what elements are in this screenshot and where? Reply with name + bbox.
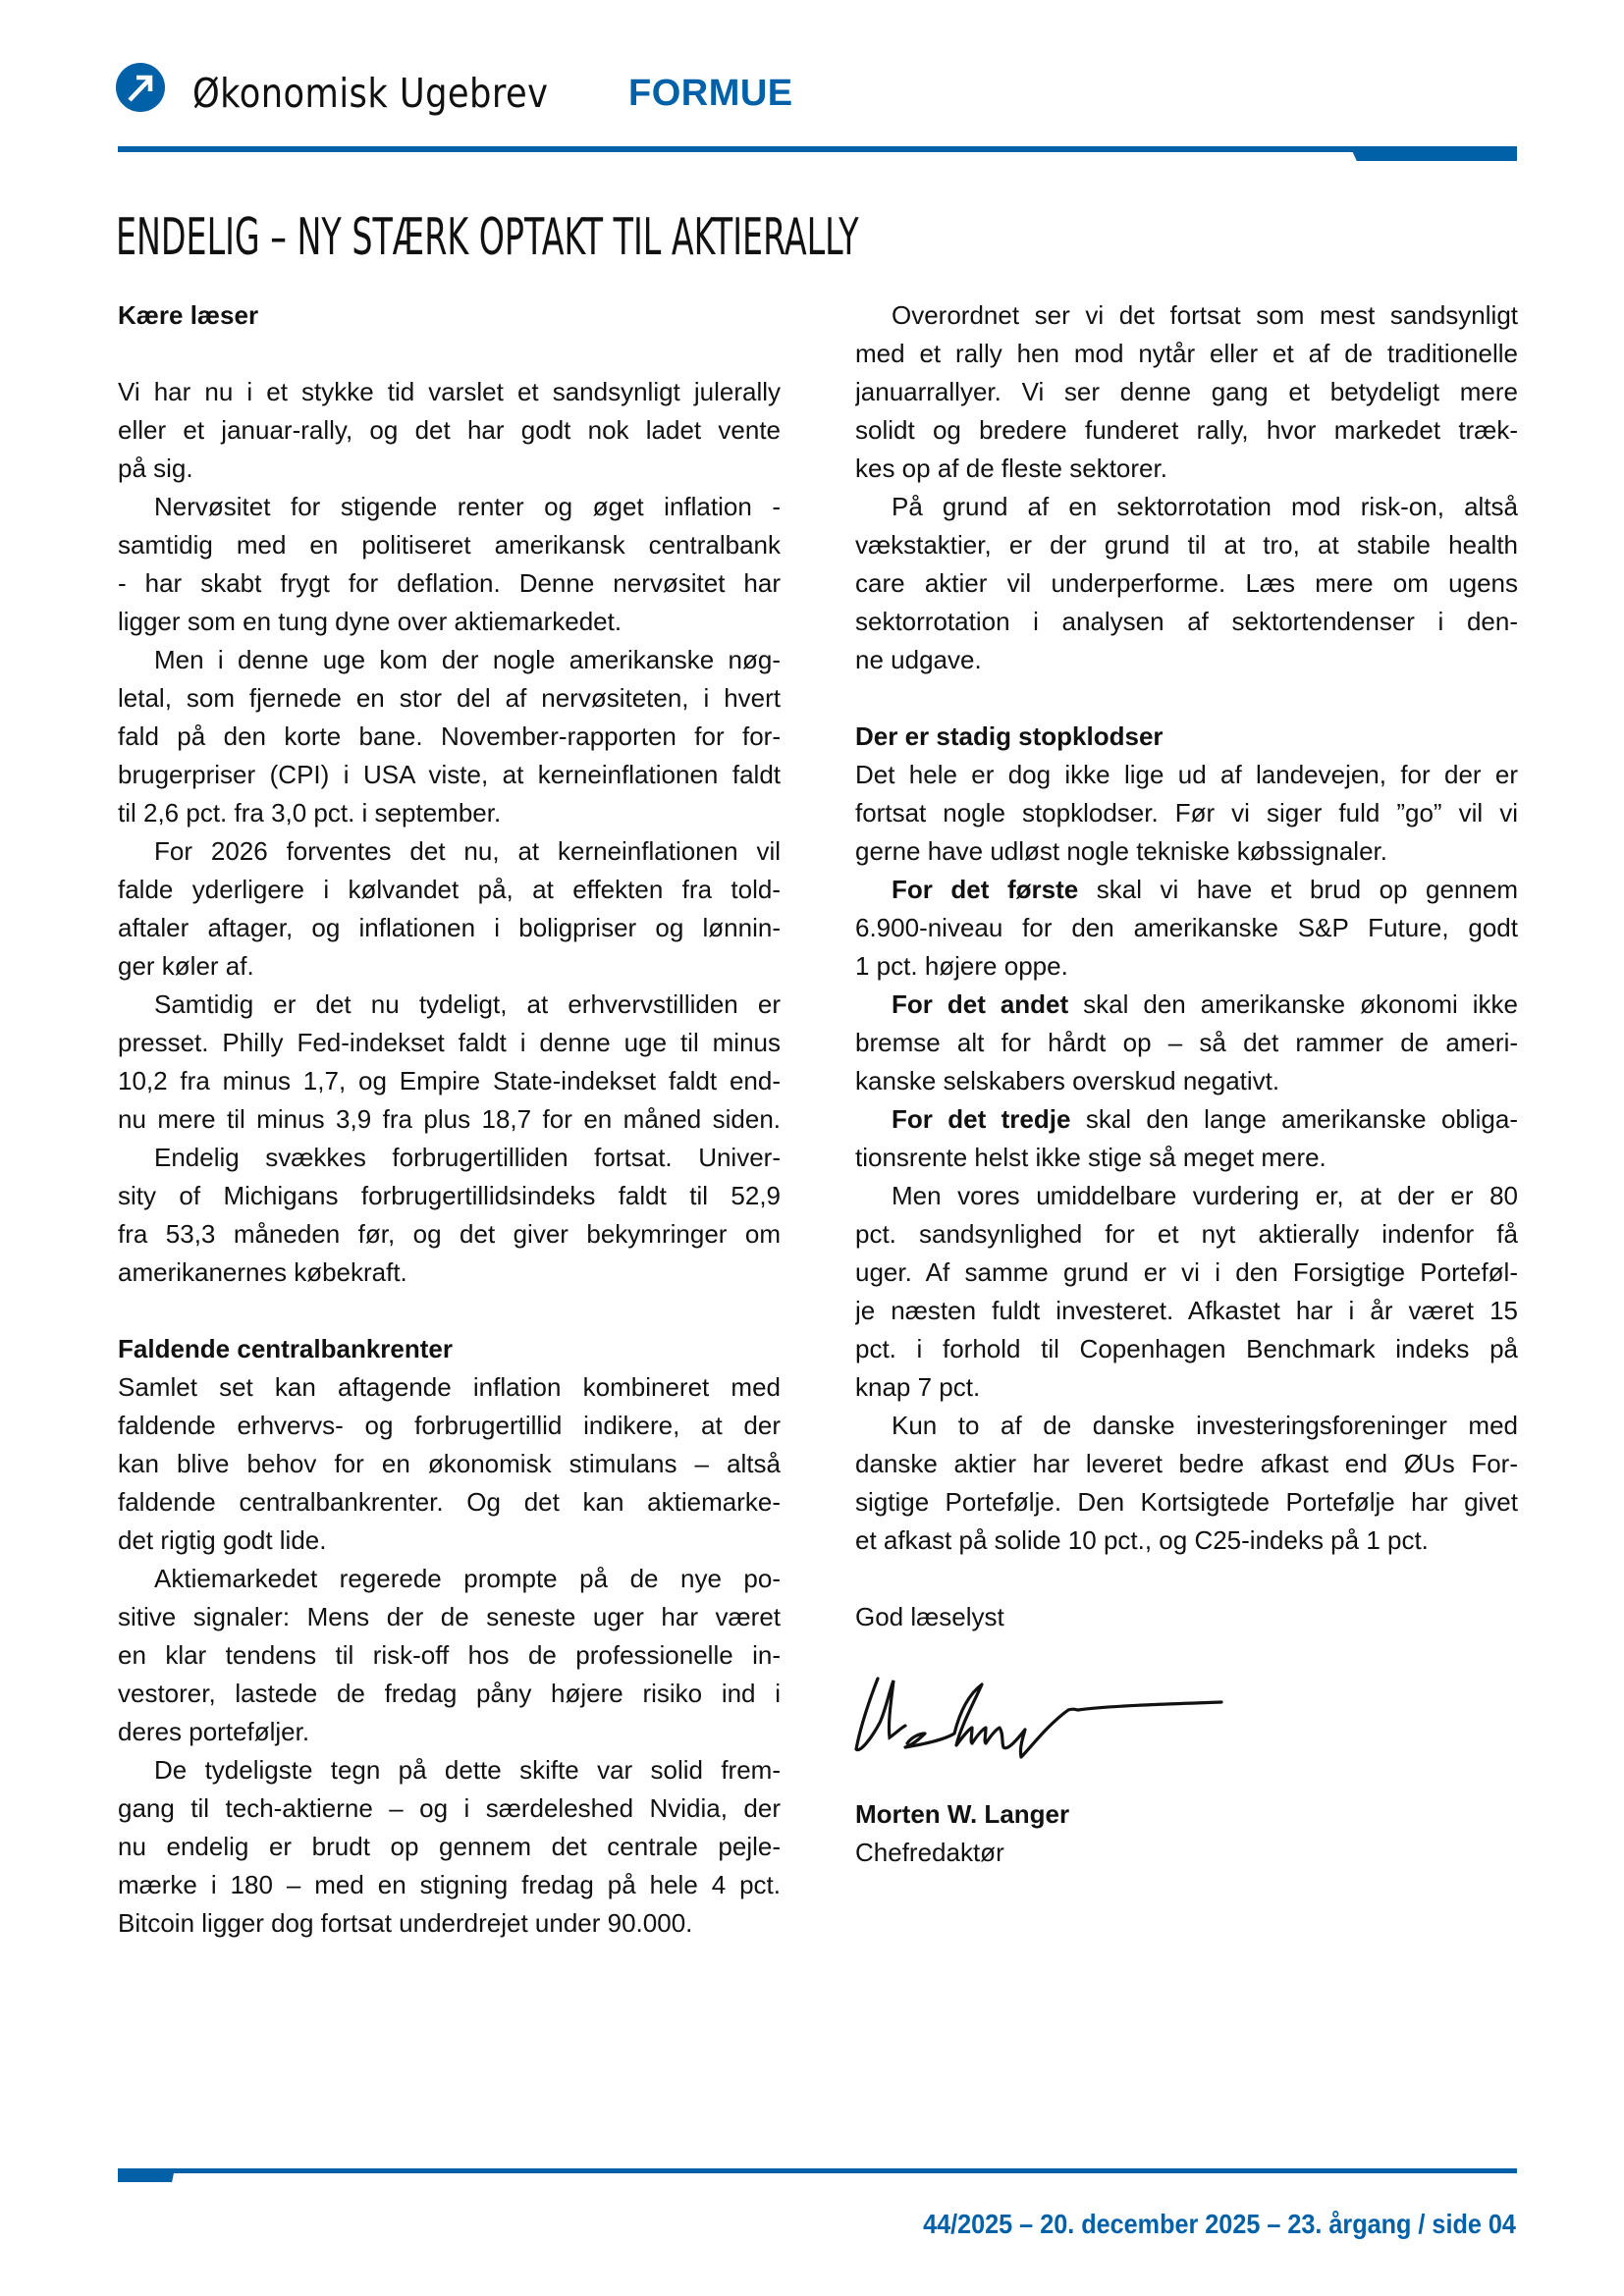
section-heading: Der er stadig stopklodser — [855, 721, 1164, 751]
text-line: Endelig svækkes forbrugertilliden fortsat. Univer- — [154, 1143, 781, 1172]
text-line: gang til tech-aktierne – og i særdeleshed Nvidia, der — [118, 1793, 781, 1823]
text-line: Vi har nu i et stykke tid varslet et sandsynligt julerally — [118, 377, 781, 406]
text-line: januarrallyer. Vi ser denne gang et betydeligt mere — [855, 377, 1518, 406]
brand-logo — [116, 63, 165, 112]
text-line: care aktier vil underperforme. Læs mere om ugens — [855, 568, 1518, 598]
text-line: sektorrotation i analysen af sektortendenser i den- — [855, 607, 1518, 636]
text-line: nu endelig er brudt op gennem det centrale pejle- — [118, 1832, 781, 1861]
left-column — [118, 296, 785, 1943]
author-role: Chefredaktør — [855, 1838, 1004, 1867]
text-line — [855, 986, 1518, 1024]
text-line: letal, som fjernede en stor del af nervøsiteten, i hvert — [118, 683, 781, 713]
blank-line — [118, 335, 781, 373]
text-line: solidt og bredere funderet rally, hvor markedet træk- — [855, 415, 1518, 445]
text-line: nu mere til minus 3,9 fra plus 18,7 for en måned siden. — [118, 1104, 781, 1134]
text-line: pct. sandsynlighed for et nyt aktierally indenfor få — [855, 1219, 1518, 1249]
text-line: knap 7 pct. — [855, 1372, 981, 1402]
text-line: med et rally hen mod nytår eller et af de traditionelle — [855, 339, 1518, 368]
blank-line — [855, 1560, 1518, 1598]
text-line: 10,2 fra minus 1,7, og Empire State-indekset faldt end- — [118, 1066, 781, 1095]
text-line: God læselyst — [855, 1602, 1004, 1631]
text-line: fortsat nogle stopklodser. Før vi siger fuld ”go” vil vi — [855, 798, 1518, 828]
right-column — [855, 296, 1523, 1636]
brand-name: Økonomisk Ugebrev — [192, 70, 549, 117]
text-line: sitive signaler: Mens der de seneste uger har været — [118, 1602, 781, 1631]
blank-line — [855, 679, 1518, 718]
issue-info: 44/2025 – 20. december 2025 – 23. årgang / side 04 — [923, 2209, 1516, 2239]
text-line: Nervøsitet for stigende renter og øget inflation - — [154, 492, 781, 521]
text-line: vækstaktier, er der grund til at tro, at stabile health — [855, 530, 1518, 560]
text-line: danske aktier har leveret bedre afkast end ØUs For- — [855, 1449, 1518, 1478]
text-line: kes op af de fleste sektorer. — [855, 454, 1167, 483]
text-line: sity of Michigans forbrugertillidsindeks faldt til 52,9 — [118, 1181, 781, 1210]
text-line: 1 pct. højere oppe. — [855, 951, 1068, 981]
footer-rule — [118, 2168, 1517, 2173]
text-line: ne udgave. — [855, 645, 982, 674]
text-line: sigtige Portefølje. Den Kortsigtede Portefølje har givet — [855, 1487, 1518, 1517]
text-line: Det hele er dog ikke lige ud af landevejen, for der er — [855, 760, 1518, 789]
text-line: bremse alt for hårdt op – så det rammer de ameri- — [855, 1028, 1518, 1057]
text-line: tionsrente helst ikke stige så meget mere. — [855, 1143, 1326, 1172]
text-line: ligger som en tung dyne over aktiemarkedet. — [118, 607, 623, 636]
text-line: eller et januar-rally, og det har godt nok ladet vente — [118, 415, 781, 445]
text-line: Men i denne uge kom der nogle amerikanske nøg- — [154, 645, 781, 674]
line-text: skal vi have et brud op gennem — [1078, 875, 1518, 904]
text-line: Bitcoin ligger dog fortsat underdrejet under 90.000. — [118, 1908, 693, 1938]
text-line: mærke i 180 – med en stigning fredag på hele 4 pct. — [118, 1870, 781, 1899]
lead-phrase: For det første — [892, 875, 1079, 904]
text-line: brugerpriser (CPI) i USA viste, at kerneinflationen faldt — [118, 760, 781, 789]
text-line: falde yderligere i kølvandet på, at effekten fra told- — [118, 875, 781, 904]
arrow-up-right-icon — [116, 63, 165, 112]
text-line: På grund af en sektorrotation mod risk-on, altså — [892, 492, 1518, 521]
text-line: - har skabt frygt for deflation. Denne nervøsitet har — [118, 568, 781, 598]
section-heading: Faldende centralbankrenter — [118, 1334, 453, 1363]
signoff — [855, 1795, 1069, 1872]
line-text: skal den amerikanske økonomi ikke — [1068, 989, 1518, 1019]
masthead — [192, 70, 793, 117]
text-line: De tydeligste tegn på dette skifte var solid frem- — [154, 1755, 781, 1785]
blank-line — [118, 1292, 781, 1330]
text-line — [855, 1100, 1518, 1139]
text-line: Aktiemarkedet regerede prompte på de nye po- — [154, 1564, 781, 1593]
text-line: aftaler aftager, og inflationen i boligpriser og lønnin- — [118, 913, 781, 942]
header-rule-tab — [1350, 146, 1517, 161]
text-line: Kun to af de danske investeringsforeninger med — [892, 1411, 1518, 1440]
text-line — [855, 871, 1518, 909]
text-line: For 2026 forventes det nu, at kerneinflationen vil — [154, 836, 781, 866]
text-line: je næsten fuldt investeret. Afkastet har i år været 15 — [855, 1296, 1518, 1325]
lead-phrase: For det tredje — [892, 1104, 1071, 1134]
text-line: faldende centralbankrenter. Og det kan aktiemarke- — [118, 1487, 781, 1517]
line-text: skal den lange amerikanske obliga- — [1070, 1104, 1518, 1134]
text-line: gerne have udløst nogle tekniske købssignaler. — [855, 836, 1387, 866]
lead-phrase: For det andet — [892, 989, 1069, 1019]
article-title: ENDELIG – NY STÆRK OPTAKT TIL AKTIERALLY — [116, 208, 859, 267]
text-line: uger. Af samme grund er vi i den Forsigtige Porteføl- — [855, 1257, 1518, 1287]
signature-icon — [850, 1669, 1263, 1767]
text-line: på sig. — [118, 454, 193, 483]
text-line: Samlet set kan aftagende inflation kombineret med — [118, 1372, 781, 1402]
text-line: kanske selskabers overskud negativt. — [855, 1066, 1280, 1095]
text-line: samtidig med en politiseret amerikansk centralbank — [118, 530, 781, 560]
text-line: faldende erhvervs- og forbrugertillid indikere, at der — [118, 1411, 781, 1440]
text-line: fra 53,3 måneden før, og det giver bekymringer om — [118, 1219, 781, 1249]
text-line: en klar tendens til risk-off hos de professionelle in- — [118, 1640, 781, 1670]
text-line: det rigtig godt lide. — [118, 1525, 327, 1555]
brand-suffix: FORMUE — [628, 73, 793, 114]
text-line: presset. Philly Fed-indekset faldt i denne uge til minus — [118, 1028, 781, 1057]
section-heading: Kære læser — [118, 300, 259, 330]
text-line: fald på den korte bane. November-rapporten for for- — [118, 721, 781, 751]
text-line: pct. i forhold til Copenhagen Benchmark indeks på — [855, 1334, 1518, 1363]
text-line: kan blive behov for en økonomisk stimulans – altså — [118, 1449, 781, 1478]
author-name: Morten W. Langer — [855, 1799, 1070, 1829]
text-line: Samtidig er det nu tydeligt, at erhvervstilliden er — [154, 989, 781, 1019]
footer-rule-tab — [118, 2168, 175, 2182]
text-line: deres porteføljer. — [118, 1717, 310, 1746]
text-line: amerikanernes købekraft. — [118, 1257, 407, 1287]
text-line: Overordnet ser vi det fortsat som mest sandsynligt — [892, 300, 1518, 330]
text-line: vestorer, lastede de fredag påny højere risiko ind i — [118, 1679, 781, 1708]
text-line: et afkast på solide 10 pct., og C25-indeks på 1 pct. — [855, 1525, 1429, 1555]
text-line: 6.900-niveau for den amerikanske S&P Future, godt — [855, 913, 1518, 942]
header-rule — [118, 146, 1517, 152]
text-line: ger køler af. — [118, 951, 254, 981]
text-line: til 2,6 pct. fra 3,0 pct. i september. — [118, 798, 502, 828]
text-line: Men vores umiddelbare vurdering er, at der er 80 — [892, 1181, 1518, 1210]
